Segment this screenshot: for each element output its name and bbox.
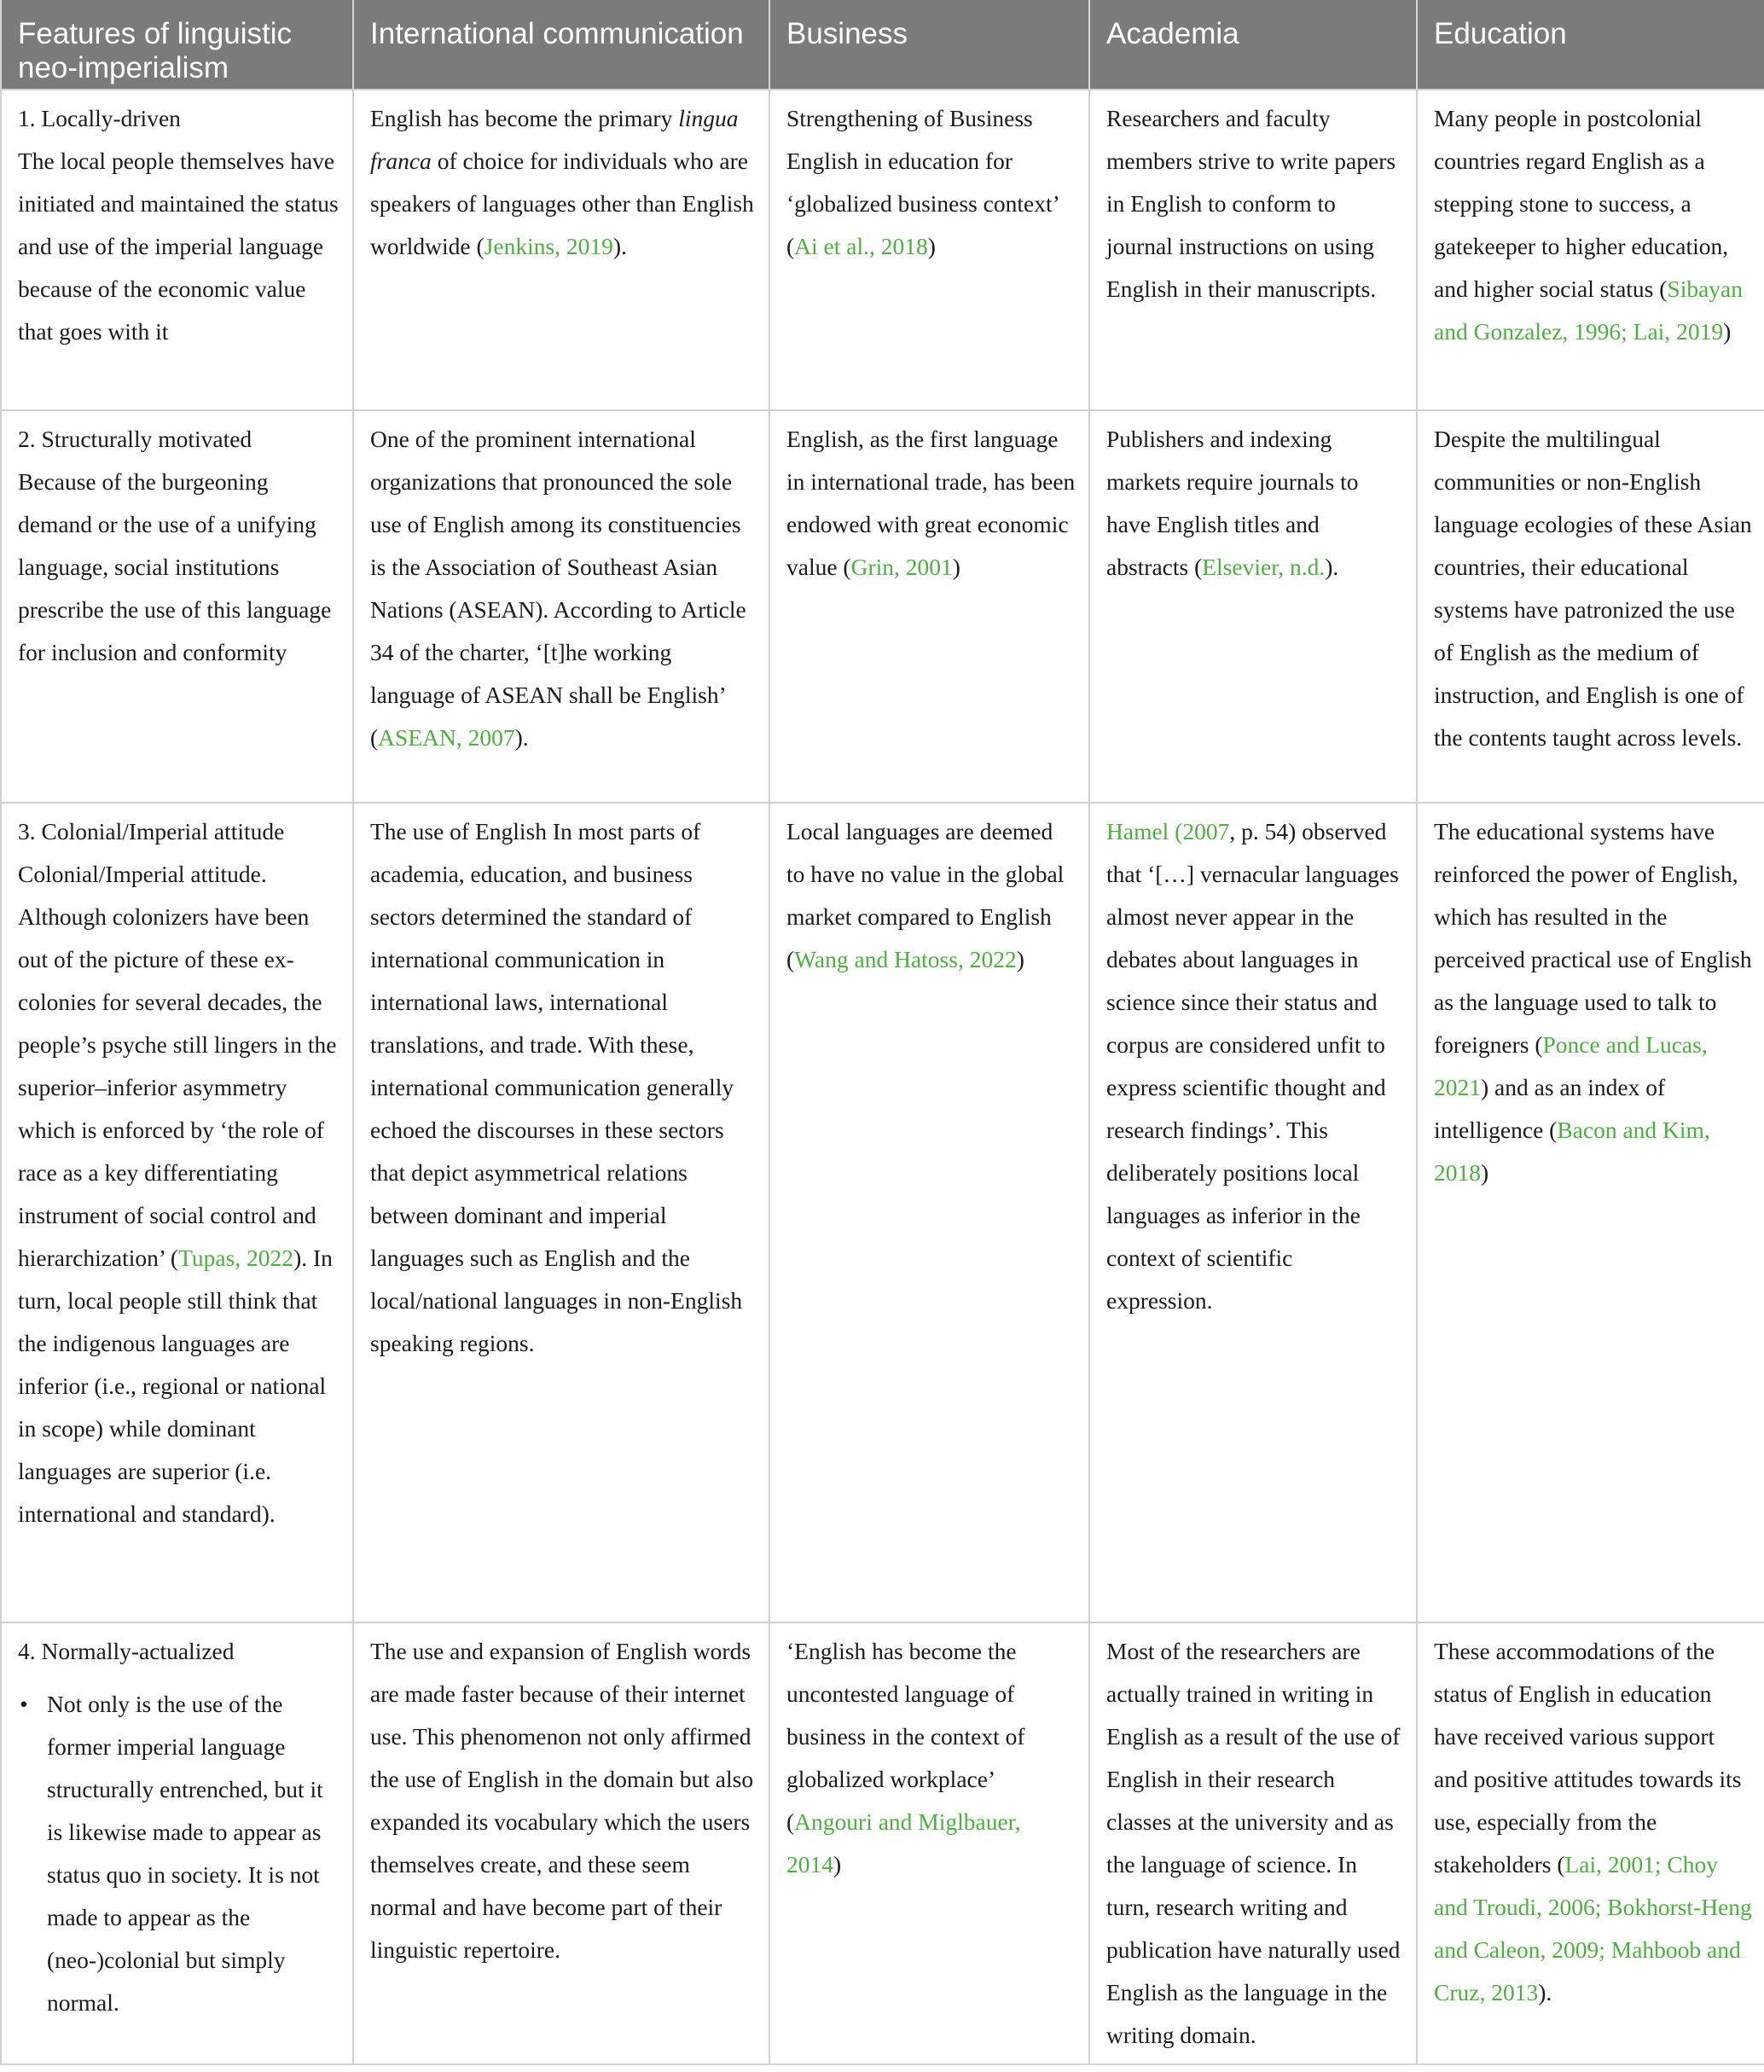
header-features: Features of linguistic neo-imperialism <box>1 0 353 90</box>
citation-link[interactable]: Lai, 2001; Choy and Troudi, 2006; Bokhorst-Heng and Caleon, 2009; Mahboob and Cruz, 2013 <box>1434 1851 1752 2005</box>
international-communication-cell: The use of English In most parts of academia, education, and business sectors determined the standard of international communication in international laws, international translations, and trade. With these, international communication generally echoed the discourses in these sectors that depict asymmetrical relations between dominant and imperial languages such as English and the local/national languages in non-English speaking regions. <box>353 803 769 1622</box>
international-communication-cell: English has become the primary lingua franca of choice for individuals who are speakers of languages other than English worldwide (Jenkins, 2019). <box>353 90 769 410</box>
citation-link[interactable]: Hamel (2007 <box>1106 818 1230 844</box>
business-cell: Local languages are deemed to have no value in the global market compared to English (Wang and Hatoss, 2022) <box>769 803 1089 1622</box>
feature-bullet-list <box>18 1683 340 2024</box>
business-cell: ‘English has become the uncontested language of business in the context of globalized workplace’ (Angouri and Miglbauer, 2014) <box>769 1622 1089 2064</box>
feature-cell: 3. Colonial/Imperial attitude Colonial/Imperial attitude. Although colonizers have been out of the picture of these ex-colonies for several decades, the people’s psyche still lingers in the superior–inferior asymmetry which is enforced by ‘the role of race as a key differentiating instrument of social control and hierarchization’ (Tupas, 2022). In turn, local people still think that the indigenous languages are inferior (i.e., regional or national in scope) while dominant languages are superior (i.e. international and standard). <box>1 803 353 1622</box>
citation-link[interactable]: Ai et al., 2018 <box>794 233 928 259</box>
citation-link[interactable]: ASEAN, 2007 <box>378 724 515 751</box>
feature-text: The local people themselves have initiated and maintained the status and use of the imperial language because of the economic value that goes with it <box>18 148 339 345</box>
list-item: • Not only is the use of the former imperial language structurally entrenched, but it is likewise made to appear as status quo in society. It is not made to appear as the (neo-)colonial but simply normal. <box>47 1683 340 2024</box>
education-cell: Many people in postcolonial countries regard English as a stepping stone to success, a gatekeeper to higher education, and higher social status (Sibayan and Gonzalez, 1996; Lai, 2019) <box>1417 90 1764 410</box>
feature-cell <box>1 410 353 803</box>
international-communication-cell: The use and expansion of English words are made faster because of their internet use. This phenomenon not only affirmed the use of English in the domain but also expanded its vocabulary which the users themselves create, and these seem normal and have become part of their linguistic repertoire. <box>353 1622 769 2064</box>
table-row <box>1 1622 1764 2064</box>
citation-link[interactable]: Ponce and Lucas, 2021 <box>1434 1031 1708 1100</box>
business-cell: English, as the first language in international trade, has been endowed with great economic value (Grin, 2001) <box>769 410 1089 803</box>
feature-title: 2. Structurally motivated <box>18 426 252 452</box>
header-academia: Academia <box>1089 0 1417 90</box>
header-education: Education <box>1417 0 1764 90</box>
education-cell: Despite the multilingual communities or non-English language ecologies of these Asian countries, their educational systems have patronized the use of English as the medium of instruction, and English is one of the contents taught across levels. <box>1417 410 1764 803</box>
citation-link[interactable]: Bacon and Kim, 2018 <box>1434 1117 1710 1186</box>
table-row <box>1 410 1764 803</box>
citation-link[interactable]: Jenkins, 2019 <box>484 233 613 259</box>
header-row <box>1 0 1764 90</box>
academia-cell: Hamel (2007, p. 54) observed that ‘[…] vernacular languages almost never appear in the debates about languages in science since their status and corpus are considered unfit to express scientific thought and research findings’. This deliberately positions local languages as inferior in the context of scientific expression. <box>1089 803 1417 1622</box>
citation-link[interactable]: Grin, 2001 <box>850 554 953 580</box>
feature-title: 4. Normally-actualized <box>18 1638 235 1664</box>
feature-text: Because of the burgeoning demand or the use of a unifying language, social institutions prescribe the use of this language for inclusion and conformity <box>18 468 332 665</box>
feature-cell <box>1 90 353 410</box>
business-cell: Strengthening of Business English in education for ‘globalized business context’ (Ai et al., 2018) <box>769 90 1089 410</box>
header-international-communication: International communication <box>353 0 769 90</box>
academia-cell: Researchers and faculty members strive to write papers in English to conform to journal instructions on using English in their manuscripts. <box>1089 90 1417 410</box>
table-row <box>1 90 1764 410</box>
academia-cell: Publishers and indexing markets require journals to have English titles and abstracts (Elsevier, n.d.). <box>1089 410 1417 803</box>
header-business: Business <box>769 0 1089 90</box>
international-communication-cell: One of the prominent international organizations that pronounced the sole use of English among its constituencies is the Association of Southeast Asian Nations (ASEAN). According to Article 34 of the charter, ‘[t]he working language of ASEAN shall be English’ (ASEAN, 2007). <box>353 410 769 803</box>
education-cell: The educational systems have reinforced the power of English, which has resulted in the perceived practical use of English as the language used to talk to foreigners (Ponce and Lucas, 2021) and as an index of intelligence (Bacon and Kim, 2018) <box>1417 803 1764 1622</box>
academia-cell: Most of the researchers are actually trained in writing in English as a result of the use of English in their research classes at the university and as the language of science. In turn, research writing and publication have naturally used English as the language in the writing domain. <box>1089 1622 1417 2064</box>
citation-link[interactable]: Sibayan and Gonzalez, 1996; Lai, 2019 <box>1434 276 1744 345</box>
citation-link[interactable]: Angouri and Miglbauer, 2014 <box>786 1808 1021 1878</box>
feature-cell <box>1 1622 353 2064</box>
citation-link[interactable]: Tupas, 2022 <box>178 1245 294 1271</box>
feature-title: 3. Colonial/Imperial attitude <box>18 818 285 844</box>
table-row <box>1 803 1764 1622</box>
citation-link[interactable]: Elsevier, n.d. <box>1202 554 1326 580</box>
citation-link[interactable]: Wang and Hatoss, 2022 <box>794 946 1017 972</box>
feature-title: 1. Locally-driven <box>18 105 181 131</box>
education-cell: These accommodations of the status of English in education have received various support and positive attitudes towards its use, especially from the stakeholders (Lai, 2001; Choy and Troudi, 2006; Bokhorst-Heng and Caleon, 2009; Mahboob and Cruz, 2013). <box>1417 1622 1764 2064</box>
